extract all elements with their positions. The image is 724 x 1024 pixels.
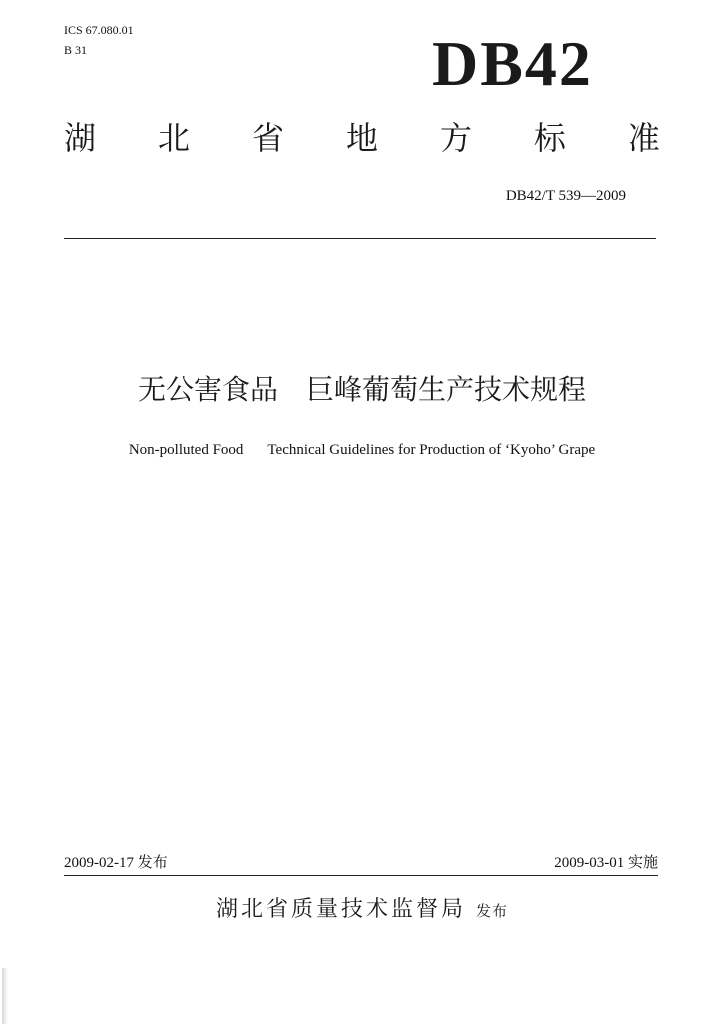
standard-type-heading (64, 116, 660, 160)
db42-logo: DB42 (432, 28, 593, 99)
classification-code: B 31 (64, 43, 88, 57)
title-english-part2: Technical Guidelines for Production of ‘Kyoho’ Grape (267, 442, 596, 458)
implementation-date: 2009-03-01 实施 (554, 855, 658, 871)
header-divider (64, 238, 656, 239)
standard-type-char: 省 (251, 119, 284, 157)
standard-type-char: 湖 (64, 119, 97, 157)
standard-number: DB42/T 539—2009 (505, 188, 626, 204)
issuer-suffix: 发布 (476, 902, 509, 920)
scan-edge-shadow (2, 968, 8, 1024)
issuing-authority (0, 893, 724, 928)
standard-type-char: 方 (439, 119, 472, 157)
standard-type-char: 标 (533, 119, 566, 157)
title-chinese (0, 370, 724, 410)
footer-divider (64, 875, 658, 876)
title-chinese-part2: 巨峰葡萄生产技术规程 (306, 373, 587, 406)
title-english (0, 440, 724, 460)
standard-type-char: 北 (157, 119, 190, 157)
issuer-name: 湖北省质量技术监督局 (215, 897, 466, 922)
standard-type-char: 准 (627, 119, 660, 157)
ics-code: ICS 67.080.01 (64, 23, 134, 37)
title-chinese-part1: 无公害食品 (137, 373, 278, 406)
title-english-part1: Non-polluted Food (128, 442, 244, 458)
standard-type-char: 地 (345, 119, 378, 157)
issue-date: 2009-02-17 发布 (64, 855, 168, 871)
